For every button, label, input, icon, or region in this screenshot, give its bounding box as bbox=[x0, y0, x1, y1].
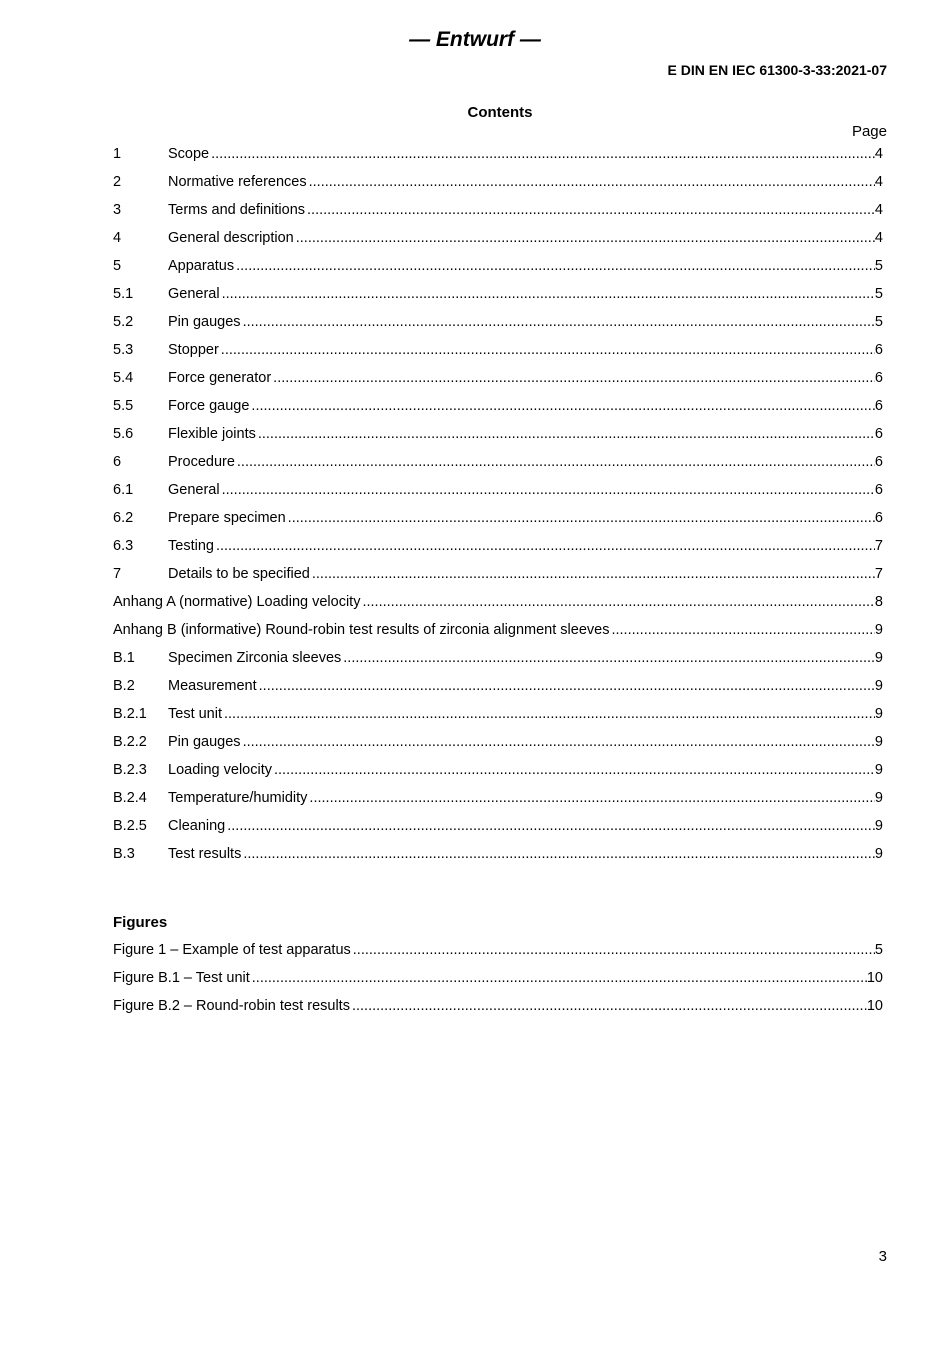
toc-entry-title: Specimen Zirconia sleeves bbox=[168, 650, 342, 666]
toc-entry-page: 4 bbox=[874, 230, 883, 246]
toc-entry-page: 5 bbox=[874, 286, 883, 302]
toc-entry-title: Force generator bbox=[168, 370, 272, 386]
dot-leader bbox=[296, 224, 875, 252]
toc-entry-page: 6 bbox=[874, 482, 883, 498]
toc-entry-page: 9 bbox=[874, 678, 883, 694]
dot-leader bbox=[243, 728, 875, 756]
dot-leader bbox=[251, 392, 875, 420]
toc-entry-page: 9 bbox=[874, 650, 883, 666]
dot-leader bbox=[309, 168, 875, 196]
dot-leader bbox=[309, 784, 875, 812]
dot-leader bbox=[243, 840, 875, 868]
toc-entry-title: Prepare specimen bbox=[168, 510, 286, 526]
figure-entry[interactable] bbox=[113, 964, 883, 992]
toc-entry-title: Stopper bbox=[168, 342, 219, 358]
toc-entry-page: 4 bbox=[874, 174, 883, 190]
toc-entry-page: 9 bbox=[874, 734, 883, 750]
toc-entry[interactable] bbox=[113, 644, 883, 672]
dot-leader bbox=[237, 448, 875, 476]
toc-entry-number: 5.6 bbox=[113, 426, 134, 442]
figure-entry-page: 10 bbox=[866, 998, 883, 1014]
toc-entry-title: Pin gauges bbox=[168, 734, 241, 750]
toc-entry-number: 6 bbox=[113, 454, 122, 470]
dot-leader bbox=[236, 252, 875, 280]
toc-entry-title: Normative references bbox=[168, 174, 307, 190]
toc-entry[interactable] bbox=[113, 196, 883, 224]
toc-entry-title: Pin gauges bbox=[168, 314, 241, 330]
toc-entry[interactable] bbox=[113, 168, 883, 196]
toc-entry[interactable] bbox=[113, 140, 883, 168]
figure-entry-page: 10 bbox=[866, 970, 883, 986]
toc-entry[interactable] bbox=[113, 308, 883, 336]
figures-list bbox=[113, 910, 883, 1020]
toc-entry[interactable] bbox=[113, 504, 883, 532]
dot-leader bbox=[224, 700, 875, 728]
dot-leader bbox=[259, 672, 875, 700]
toc-entry-title: Apparatus bbox=[168, 258, 235, 274]
dot-leader bbox=[252, 964, 867, 992]
toc-entry-title: General bbox=[168, 286, 220, 302]
toc-entry[interactable] bbox=[113, 812, 883, 840]
page-column-label: Page bbox=[851, 123, 887, 140]
toc-entry-title: Scope bbox=[168, 146, 210, 162]
toc-entry[interactable] bbox=[113, 700, 883, 728]
toc-entry[interactable] bbox=[113, 616, 883, 644]
figure-entry-title: Figure 1 – Example of test apparatus bbox=[113, 942, 351, 958]
toc-entry[interactable] bbox=[113, 448, 883, 476]
toc-entry[interactable] bbox=[113, 728, 883, 756]
toc-entry[interactable] bbox=[113, 420, 883, 448]
dot-leader bbox=[307, 196, 875, 224]
toc-entry-number: 5.1 bbox=[113, 286, 134, 302]
toc-entry-number: 5 bbox=[113, 258, 122, 274]
toc-entry[interactable] bbox=[113, 280, 883, 308]
dot-leader bbox=[312, 560, 875, 588]
draft-label: — Entwurf — bbox=[409, 28, 541, 51]
toc-entry-page: 6 bbox=[874, 398, 883, 414]
toc-entry-number: 4 bbox=[113, 230, 122, 246]
toc-entry-title: Testing bbox=[168, 538, 214, 554]
toc-entry[interactable] bbox=[113, 392, 883, 420]
toc-entry-page: 9 bbox=[874, 622, 883, 638]
toc-entry-title: Loading velocity bbox=[168, 762, 272, 778]
dot-leader bbox=[216, 532, 875, 560]
toc-entry-number: 5.4 bbox=[113, 370, 134, 386]
toc-entry-number: B.1 bbox=[113, 650, 135, 666]
contents-title: Contents bbox=[467, 104, 533, 121]
toc-entry-number: B.2.2 bbox=[113, 734, 147, 750]
toc-entry-page: 7 bbox=[874, 538, 883, 554]
toc-entry-title: Flexible joints bbox=[168, 426, 256, 442]
toc-entry-title: Cleaning bbox=[168, 818, 226, 834]
toc-entry-number: 2 bbox=[113, 174, 122, 190]
toc-entry-page: 6 bbox=[874, 426, 883, 442]
toc-entry[interactable] bbox=[113, 588, 883, 616]
toc-entry-title: Test unit bbox=[168, 706, 222, 722]
toc-entry-number: B.2.5 bbox=[113, 818, 147, 834]
toc-entry-number: B.3 bbox=[113, 846, 135, 862]
toc-entry-number: 5.3 bbox=[113, 342, 134, 358]
dot-leader bbox=[353, 936, 875, 964]
figure-entry[interactable] bbox=[113, 992, 883, 1020]
toc-entry-page: 5 bbox=[874, 258, 883, 274]
toc-entry[interactable] bbox=[113, 252, 883, 280]
toc-entry-title: Anhang A (normative) Loading velocity bbox=[113, 594, 361, 610]
dot-leader bbox=[222, 476, 875, 504]
dot-leader bbox=[227, 812, 875, 840]
toc-entry-page: 8 bbox=[874, 594, 883, 610]
toc-entry[interactable] bbox=[113, 840, 883, 868]
toc-entry[interactable] bbox=[113, 756, 883, 784]
figure-entry-title: Figure B.1 – Test unit bbox=[113, 970, 250, 986]
toc-entry[interactable] bbox=[113, 532, 883, 560]
toc-entry-number: 6.1 bbox=[113, 482, 134, 498]
dot-leader bbox=[243, 308, 875, 336]
toc-entry-page: 9 bbox=[874, 706, 883, 722]
toc-entry-title: General bbox=[168, 482, 220, 498]
figure-entry[interactable] bbox=[113, 936, 883, 964]
dot-leader bbox=[274, 756, 875, 784]
toc-entry[interactable] bbox=[113, 224, 883, 252]
dot-leader bbox=[288, 504, 875, 532]
toc-entry-number: 3 bbox=[113, 202, 122, 218]
toc-entry-title: Anhang B (informative) Round-robin test results of zirconia alignment sleeves bbox=[113, 622, 610, 638]
dot-leader bbox=[273, 364, 875, 392]
toc-entry-number: B.2.3 bbox=[113, 762, 147, 778]
dot-leader bbox=[211, 140, 875, 168]
dot-leader bbox=[258, 420, 875, 448]
document-id: E DIN EN IEC 61300-3-33:2021-07 bbox=[667, 62, 887, 78]
figures-title: Figures bbox=[113, 914, 168, 931]
toc-entry[interactable] bbox=[113, 560, 883, 588]
toc-entry-number: 6.2 bbox=[113, 510, 134, 526]
toc-entry-title: General description bbox=[168, 230, 294, 246]
dot-leader bbox=[352, 992, 867, 1020]
toc-entry[interactable] bbox=[113, 784, 883, 812]
toc-entry-title: Terms and definitions bbox=[168, 202, 306, 218]
toc-entry[interactable] bbox=[113, 364, 883, 392]
toc-entry-page: 4 bbox=[874, 202, 883, 218]
toc-entry-title: Measurement bbox=[168, 678, 257, 694]
dot-leader bbox=[222, 280, 875, 308]
toc-entry-title: Temperature/humidity bbox=[168, 790, 308, 806]
toc-entry-page: 6 bbox=[874, 370, 883, 386]
toc-entry-page: 9 bbox=[874, 790, 883, 806]
toc-entry-number: 6.3 bbox=[113, 538, 134, 554]
toc-entry-page: 5 bbox=[874, 314, 883, 330]
dot-leader bbox=[611, 616, 874, 644]
toc-entry-page: 7 bbox=[874, 566, 883, 582]
table-of-contents bbox=[113, 140, 883, 868]
toc-entry-number: B.2 bbox=[113, 678, 135, 694]
dot-leader bbox=[343, 644, 875, 672]
toc-entry-number: B.2.4 bbox=[113, 790, 147, 806]
dot-leader bbox=[362, 588, 874, 616]
toc-entry-page: 4 bbox=[874, 146, 883, 162]
toc-entry-number: 5.5 bbox=[113, 398, 134, 414]
toc-entry-page: 9 bbox=[874, 818, 883, 834]
toc-entry-number: 5.2 bbox=[113, 314, 134, 330]
toc-entry-title: Details to be specified bbox=[168, 566, 310, 582]
figure-entry-page: 5 bbox=[874, 942, 883, 958]
toc-entry[interactable] bbox=[113, 476, 883, 504]
toc-entry-page: 6 bbox=[874, 342, 883, 358]
toc-entry-page: 6 bbox=[874, 454, 883, 470]
toc-entry-number: 1 bbox=[113, 146, 122, 162]
toc-entry-number: B.2.1 bbox=[113, 706, 147, 722]
toc-entry-page: 6 bbox=[874, 510, 883, 526]
page-number: 3 bbox=[878, 1248, 887, 1265]
toc-entry-title: Force gauge bbox=[168, 398, 250, 414]
toc-entry[interactable] bbox=[113, 336, 883, 364]
dot-leader bbox=[221, 336, 875, 364]
toc-entry-page: 9 bbox=[874, 762, 883, 778]
toc-entry-page: 9 bbox=[874, 846, 883, 862]
toc-entry-title: Test results bbox=[168, 846, 242, 862]
toc-entry-title: Procedure bbox=[168, 454, 235, 470]
toc-entry[interactable] bbox=[113, 672, 883, 700]
toc-entry-number: 7 bbox=[113, 566, 122, 582]
figure-entry-title: Figure B.2 – Round-robin test results bbox=[113, 998, 350, 1014]
